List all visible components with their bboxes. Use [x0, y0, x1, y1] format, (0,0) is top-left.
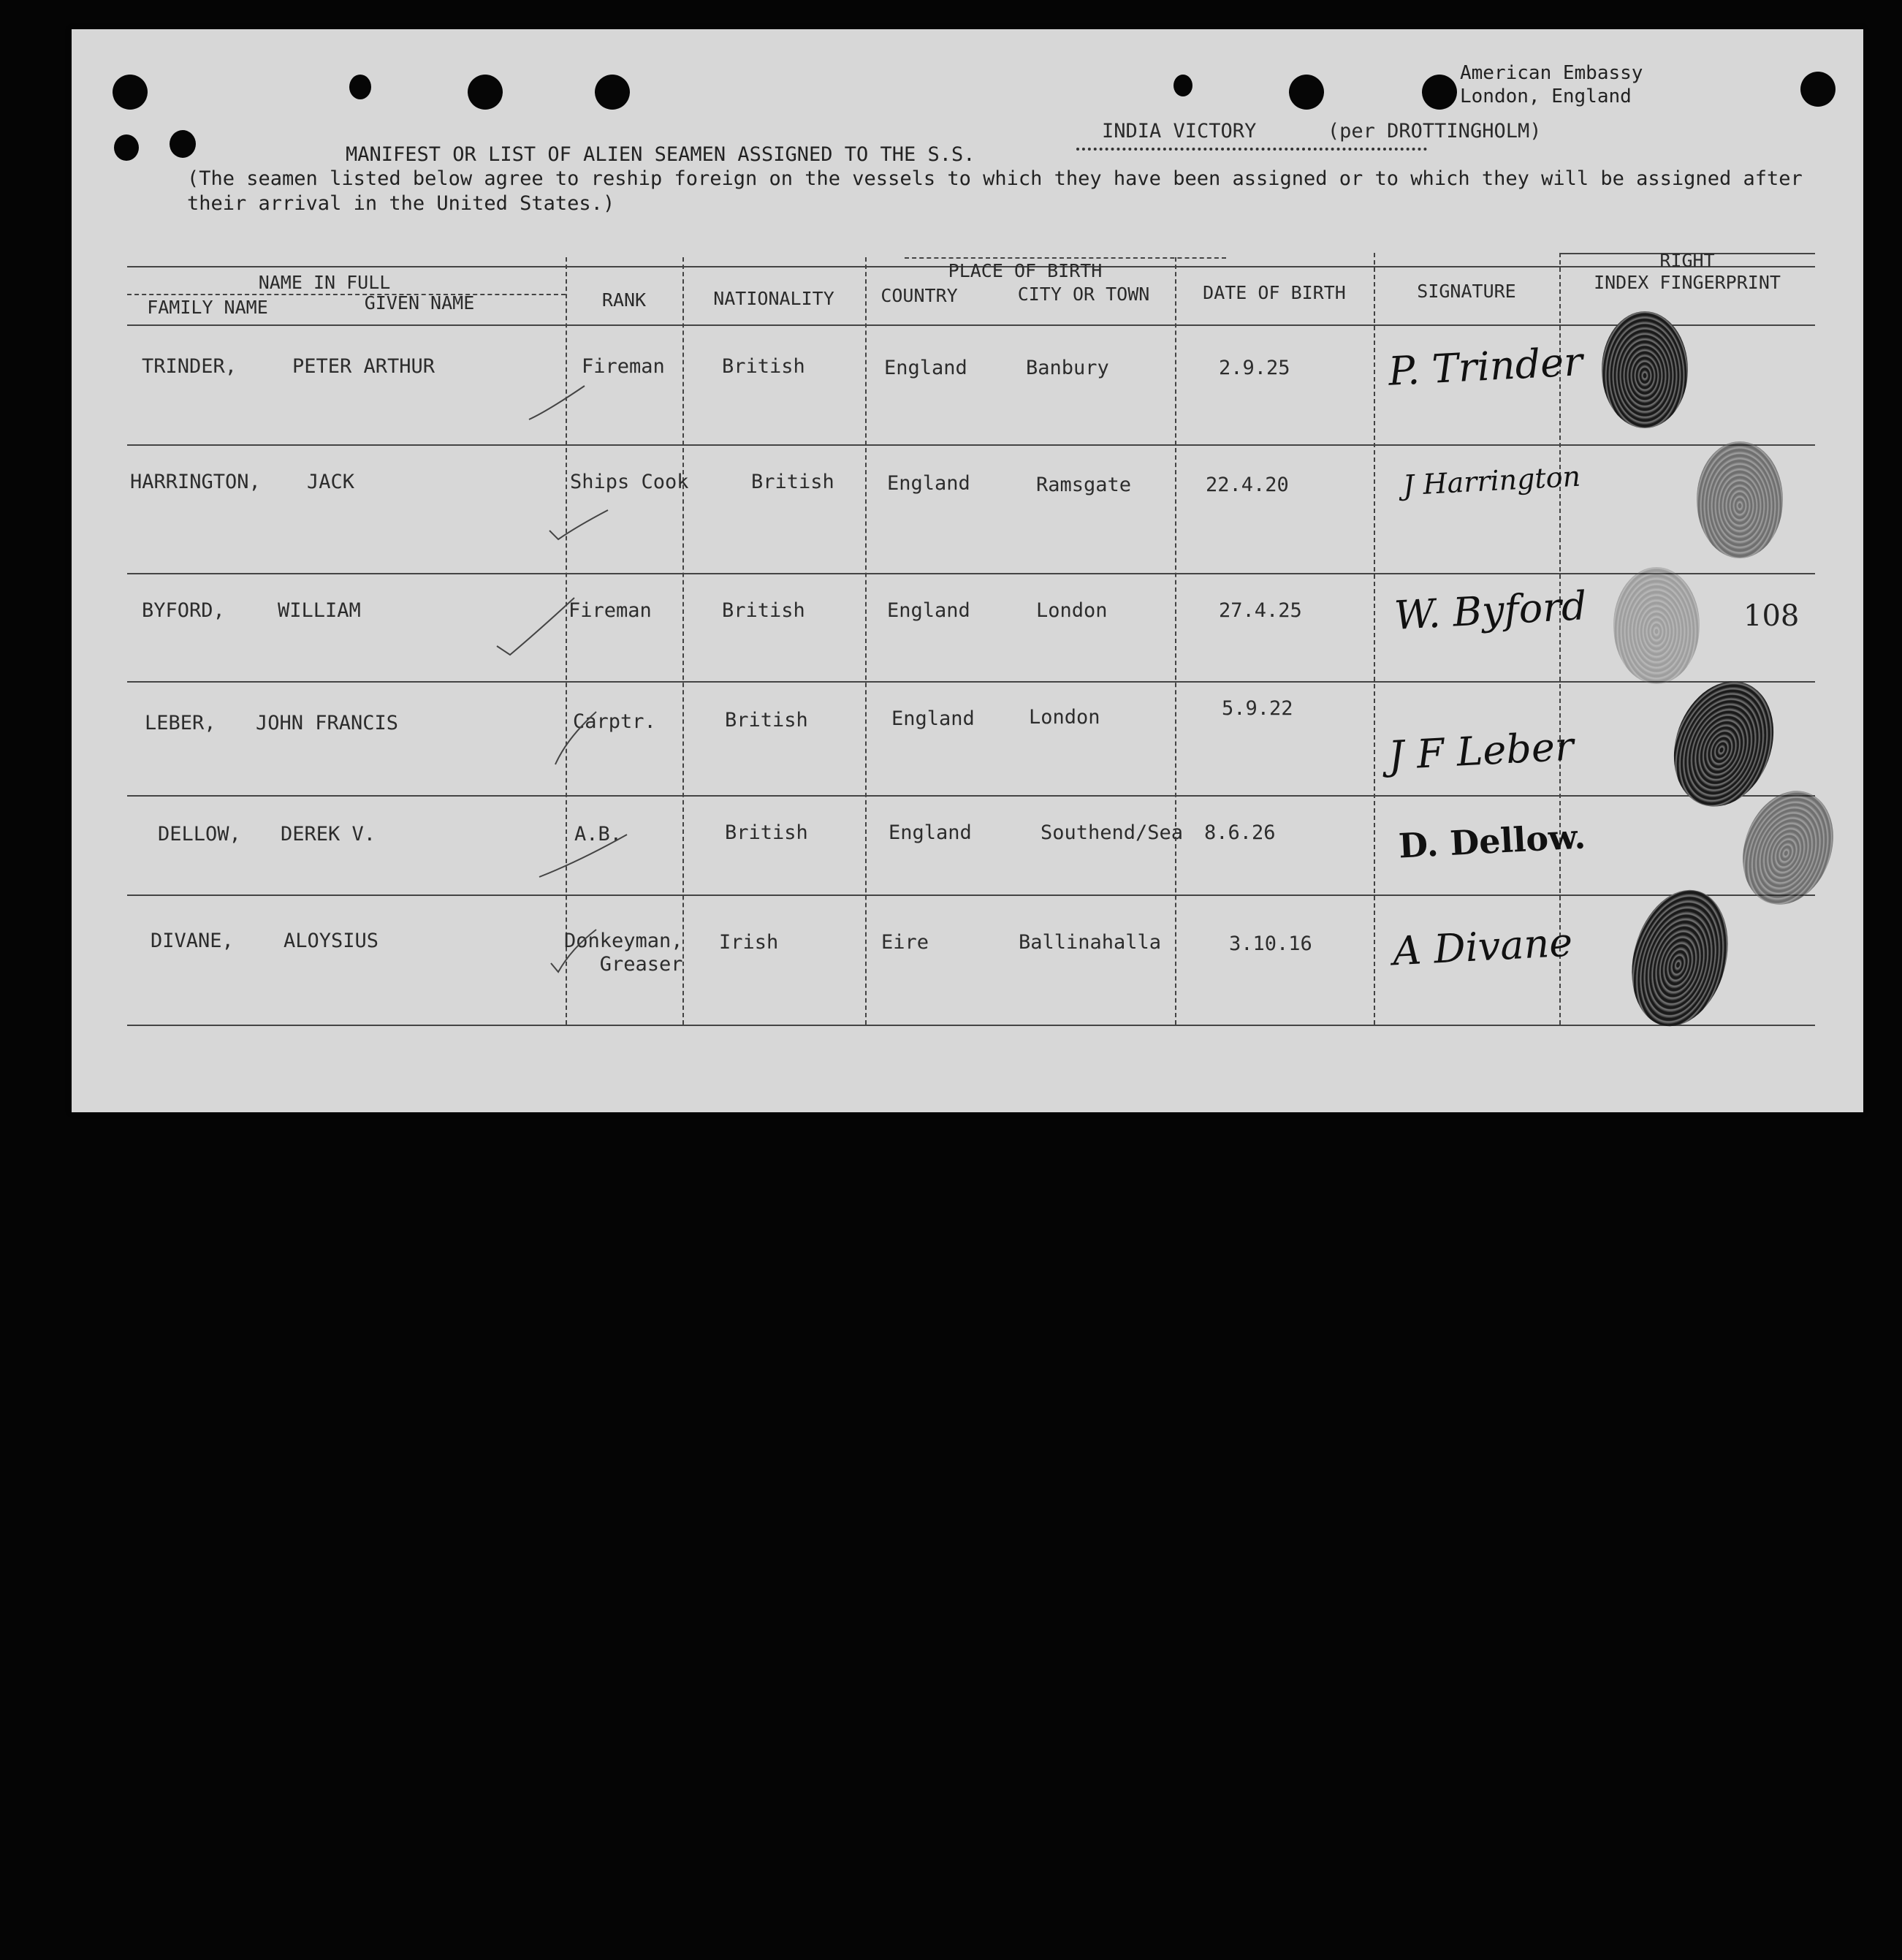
- rank-cell: Fireman: [568, 599, 652, 622]
- family-name-cell: DIVANE,: [151, 930, 234, 952]
- country-cell: England: [891, 707, 975, 730]
- punch-hole: [595, 75, 630, 110]
- fingerprint: [1613, 567, 1700, 684]
- punch-hole: [1173, 75, 1192, 96]
- table-rule: [127, 444, 1815, 446]
- dob-cell: 2.9.25: [1219, 357, 1290, 379]
- signature: D. Dellow.: [1397, 816, 1587, 866]
- header-place-of-birth: PLACE OF BIRTH: [948, 260, 1103, 281]
- dob-cell: 5.9.22: [1222, 697, 1293, 720]
- header-divider: [905, 257, 1226, 259]
- signature: P. Trinder: [1387, 338, 1584, 395]
- family-name-cell: HARRINGTON,: [130, 471, 261, 493]
- checkmark-icon: [494, 595, 582, 661]
- header-fingerprint: RIGHT INDEX FINGERPRINT: [1594, 250, 1781, 293]
- header-city: CITY OR TOWN: [1017, 284, 1150, 305]
- punch-hole: [349, 75, 371, 99]
- rank-cell: Fireman: [582, 355, 665, 378]
- signature: J F Leber: [1387, 723, 1575, 779]
- column-rule: [865, 257, 867, 1025]
- dob-cell: 3.10.16: [1229, 932, 1312, 955]
- checkmark-icon: [536, 832, 631, 883]
- seamen-table: [127, 212, 1815, 1029]
- manifest-card: [72, 29, 1863, 1112]
- rank-cell: Donkeyman, Greaser: [564, 930, 683, 976]
- fingerprint: [1618, 879, 1743, 1037]
- header-rank: RANK: [601, 289, 647, 311]
- manifest-subtitle: (The seamen listed below agree to reship foreign on the vessels to which they have been assigned or to which they will be assigned after their arrival in the United States.): [187, 167, 1814, 215]
- dob-cell: 8.6.26: [1204, 821, 1276, 844]
- table-rule: [127, 1025, 1815, 1026]
- signature: A Divane: [1391, 919, 1574, 975]
- country-cell: England: [887, 472, 970, 495]
- rank-cell: Ships Cook: [570, 471, 689, 493]
- city-cell: Ramsgate: [1036, 474, 1132, 496]
- manifest-title: MANIFEST OR LIST OF ALIEN SEAMEN ASSIGNED TO THE S.S.: [346, 143, 975, 166]
- punch-hole: [114, 134, 139, 161]
- header-name-in-full: NAME IN FULL: [258, 272, 391, 293]
- given-name-cell: JOHN FRANCIS: [256, 712, 399, 734]
- fingerprint: [1727, 778, 1849, 918]
- table-rule: [127, 795, 1815, 797]
- header-family-name: FAMILY NAME: [147, 297, 268, 318]
- table-rule: [127, 894, 1815, 896]
- checkmark-icon: [552, 709, 604, 767]
- family-name-cell: BYFORD,: [142, 599, 225, 622]
- nationality-cell: Irish: [719, 931, 779, 954]
- checkmark-icon: [549, 927, 601, 978]
- header-given-name: GIVEN NAME: [364, 292, 475, 314]
- punch-hole: [113, 75, 148, 110]
- fingerprint: [1657, 667, 1790, 821]
- checkmark-icon: [548, 504, 614, 548]
- city-cell: Ballinahalla: [1019, 931, 1162, 954]
- signature: J Harrington: [1402, 460, 1582, 502]
- punch-hole: [1422, 75, 1457, 110]
- given-name-cell: PETER ARTHUR: [292, 355, 435, 378]
- nationality-cell: British: [725, 821, 808, 844]
- table-rule: [127, 573, 1815, 574]
- checkmark-icon: [526, 381, 592, 425]
- country-cell: Eire: [881, 931, 929, 954]
- header-date-of-birth: DATE OF BIRTH: [1203, 282, 1346, 303]
- given-name-cell: DEREK V.: [281, 823, 376, 846]
- country-cell: England: [884, 357, 967, 379]
- city-cell: Banbury: [1026, 357, 1109, 379]
- punch-hole: [1289, 75, 1324, 110]
- dob-cell: 22.4.20: [1206, 474, 1289, 496]
- city-cell: London: [1029, 706, 1100, 729]
- rank-cell: Carptr.: [573, 710, 656, 733]
- header-country: COUNTRY: [880, 285, 958, 306]
- fingerprint: [1697, 441, 1783, 558]
- country-cell: England: [889, 821, 972, 844]
- ship-name: INDIA VICTORY (per DROTTINGHOLM): [1102, 120, 1542, 143]
- family-name-cell: DELLOW,: [158, 823, 241, 846]
- punch-hole: [170, 130, 196, 158]
- city-cell: London: [1036, 599, 1108, 622]
- ship-name-dotted-line: [1076, 148, 1427, 151]
- header-signature: SIGNATURE: [1417, 281, 1516, 302]
- country-cell: England: [887, 599, 970, 622]
- table-rule: [127, 681, 1815, 683]
- family-name-cell: LEBER,: [145, 712, 216, 734]
- fingerprint: [1602, 311, 1688, 428]
- given-name-cell: JACK: [307, 471, 355, 493]
- column-rule: [1175, 257, 1176, 1025]
- nationality-cell: British: [725, 709, 808, 732]
- punch-hole: [1800, 72, 1836, 107]
- dob-cell: 27.4.25: [1219, 599, 1302, 622]
- family-name-cell: TRINDER,: [142, 355, 237, 378]
- given-name-cell: WILLIAM: [278, 599, 361, 622]
- header-nationality: NATIONALITY: [713, 288, 834, 309]
- punch-hole: [468, 75, 503, 110]
- rank-cell: A.B.: [574, 823, 623, 846]
- signature: W. Byford: [1393, 582, 1588, 639]
- nationality-cell: British: [751, 471, 834, 493]
- column-rule: [1374, 253, 1375, 1025]
- given-name-cell: ALOYSIUS: [284, 930, 379, 952]
- nationality-cell: British: [722, 355, 805, 378]
- table-rule: [127, 324, 1815, 326]
- nationality-cell: British: [722, 599, 805, 622]
- city-cell: Southend/Sea: [1041, 821, 1184, 844]
- embassy-stamp: American Embassy London, England: [1460, 62, 1643, 107]
- page-number: 108: [1743, 599, 1800, 633]
- column-rule: [682, 257, 684, 1025]
